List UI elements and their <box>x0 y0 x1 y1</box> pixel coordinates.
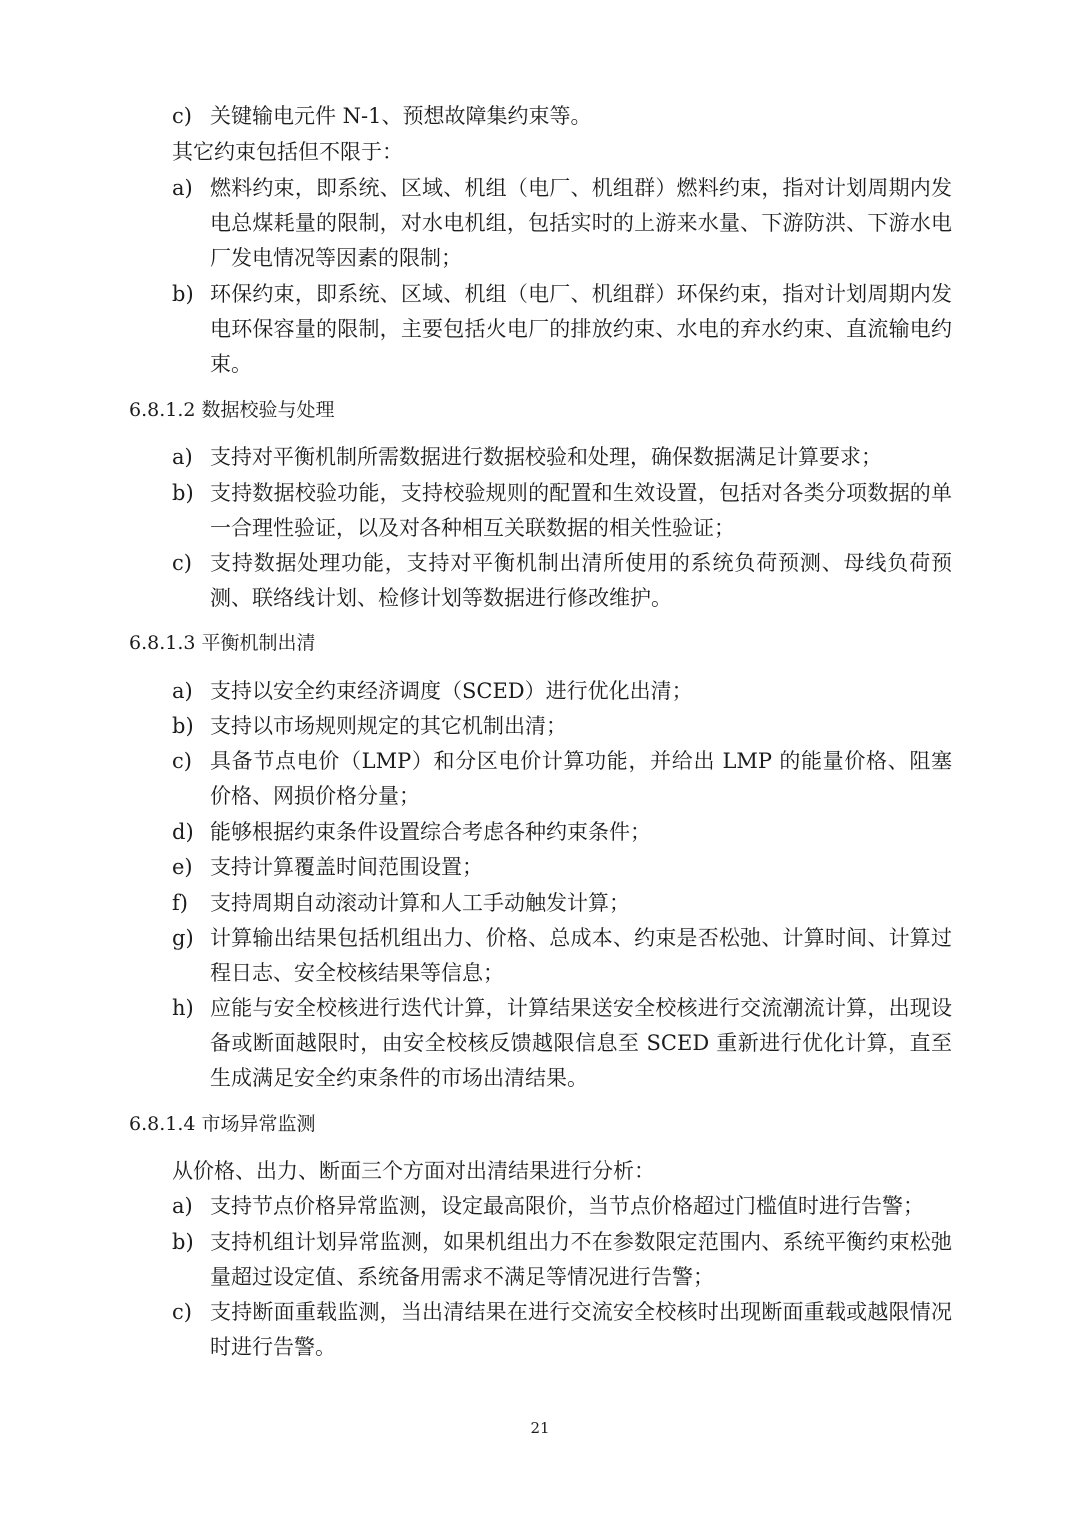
list-marker: e) <box>172 855 193 879</box>
list-text: 支持数据校验功能，支持校验规则的配置和生效设置，包括对各类分项数据的单一合理性验证，以及对各种相互关联数据的相关性验证； <box>210 481 952 540</box>
section-heading: 6.8.1.2 数据校验与处理 <box>129 399 335 421</box>
list-item <box>172 1225 952 1295</box>
list-text: 支持以安全约束经济调度（SCED）进行优化出清； <box>210 679 693 703</box>
list-text: 支持以市场规则规定的其它机制出清； <box>210 714 567 738</box>
list-marker: h) <box>172 996 194 1020</box>
list-marker: a) <box>172 176 193 200</box>
list-text: 支持数据处理功能，支持对平衡机制出清所使用的系统负荷预测、母线负荷预测、联络线计划、检修计划等数据进行修改维护。 <box>210 551 952 610</box>
list-item <box>172 744 952 814</box>
list-marker: c) <box>172 749 192 773</box>
list-item <box>172 850 952 885</box>
list-text: 支持计算覆盖时间范围设置； <box>210 855 483 879</box>
list-text: 燃料约束，即系统、区域、机组（电厂、机组群）燃料约束，指对计划周期内发电总煤耗量的限制，对水电机组，包括实时的上游来水量、下游防洪、下游水电厂发电情况等因素的限制； <box>210 176 952 270</box>
list-text: 应能与安全校核进行迭代计算，计算结果送安全校核进行交流潮流计算，出现设备或断面越限时，由安全校核反馈越限信息至 SCED 重新进行优化计算，直至生成满足安全约束条件的市场出清结果。 <box>210 996 952 1090</box>
list-text: 具备节点电价（LMP）和分区电价计算功能，并给出 LMP 的能量价格、阻塞价格、网损价格分量； <box>210 749 952 808</box>
list-text: 环保约束，即系统、区域、机组（电厂、机组群）环保约束，指对计划周期内发电环保容量的限制，主要包括火电厂的排放约束、水电的弃水约束、直流输电约束。 <box>210 282 952 376</box>
list-text: 支持周期自动滚动计算和人工手动触发计算； <box>210 891 630 915</box>
list-marker: b) <box>172 282 194 306</box>
list-item <box>172 171 952 276</box>
list-marker: b) <box>172 1230 194 1254</box>
section-heading: 6.8.1.4 市场异常监测 <box>129 1113 316 1135</box>
list-item <box>172 99 952 134</box>
list-text: 支持断面重载监测，当出清结果在进行交流安全校核时出现断面重载或越限情况时进行告警。 <box>210 1300 952 1359</box>
list-text: 支持节点价格异常监测，设定最高限价，当节点价格超过门槛值时进行告警； <box>210 1194 924 1218</box>
list-item <box>172 1295 952 1365</box>
list-item <box>172 440 952 475</box>
list-item <box>172 815 952 850</box>
list-marker: a) <box>172 1194 193 1218</box>
list-marker: f) <box>172 891 188 915</box>
list-item <box>172 709 952 744</box>
list-marker: g) <box>172 926 194 950</box>
list-marker: a) <box>172 445 193 469</box>
list-marker: c) <box>172 1300 192 1324</box>
list-item <box>172 476 952 546</box>
list-item <box>172 991 952 1096</box>
list-marker: a) <box>172 679 193 703</box>
list-item <box>172 921 952 991</box>
list-item <box>172 277 952 382</box>
paragraph: 从价格、出力、断面三个方面对出清结果进行分析： <box>172 1159 655 1183</box>
list-text: 支持对平衡机制所需数据进行数据校验和处理，确保数据满足计算要求； <box>210 445 882 469</box>
paragraph: 其它约束包括但不限于： <box>172 140 403 164</box>
section-heading: 6.8.1.3 平衡机制出清 <box>129 632 316 654</box>
list-item <box>172 1189 952 1224</box>
list-marker: b) <box>172 714 194 738</box>
list-text: 能够根据约束条件设置综合考虑各种约束条件； <box>210 820 651 844</box>
list-item <box>172 674 952 709</box>
page-number: 21 <box>530 1419 550 1437</box>
list-text: 支持机组计划异常监测，如果机组出力不在参数限定范围内、系统平衡约束松弛量超过设定值、系统备用需求不满足等情况进行告警； <box>210 1230 952 1289</box>
list-marker: b) <box>172 481 194 505</box>
list-marker: d) <box>172 820 194 844</box>
list-text: 计算输出结果包括机组出力、价格、总成本、约束是否松弛、计算时间、计算过程日志、安全校核结果等信息； <box>210 926 952 985</box>
list-marker: c) <box>172 551 192 575</box>
list-text: 关键输电元件 N-1、预想故障集约束等。 <box>210 104 592 128</box>
list-item <box>172 546 952 616</box>
list-marker: c) <box>172 104 192 128</box>
list-item <box>172 886 952 921</box>
